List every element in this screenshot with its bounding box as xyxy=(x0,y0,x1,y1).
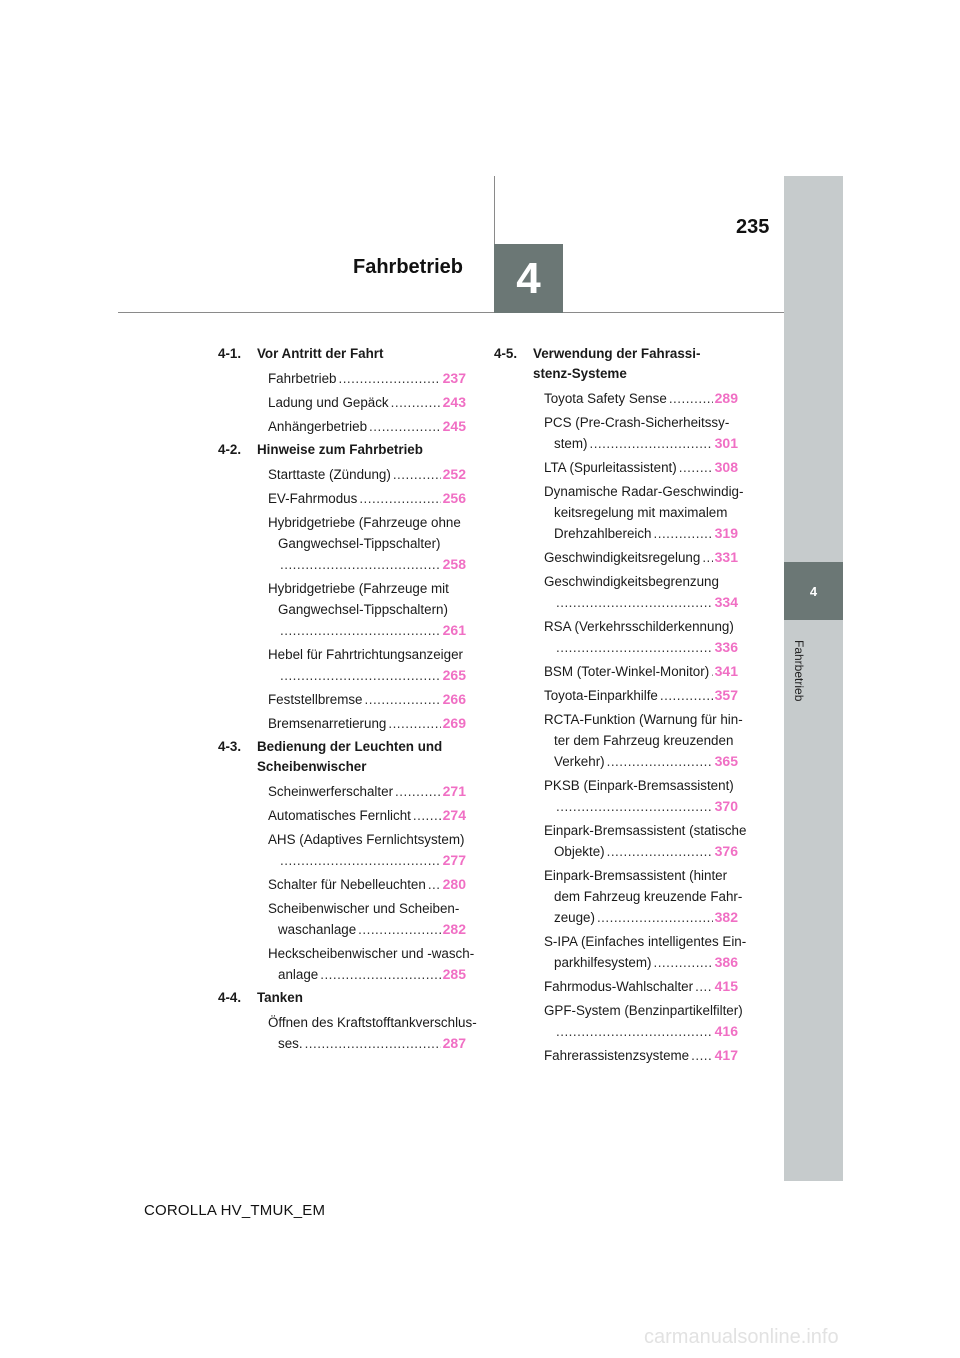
toc-entry-line xyxy=(268,829,466,850)
toc-entry[interactable] xyxy=(494,388,740,409)
section-number: 4-3. xyxy=(218,739,242,754)
toc-entry-line xyxy=(544,616,738,637)
page-link[interactable]: 261 xyxy=(442,622,466,638)
toc-entry-line-last xyxy=(544,1021,738,1042)
section-title-line: Tanken xyxy=(257,990,303,1005)
toc-entry-line-last xyxy=(544,661,738,682)
toc-entry-line-last xyxy=(544,637,738,658)
toc-entry-line-last xyxy=(268,919,466,940)
toc-entry[interactable] xyxy=(494,547,740,568)
dot-leader xyxy=(365,689,441,710)
page-link[interactable]: 277 xyxy=(442,852,466,868)
toc-entry-text: Scheinwerferschalter xyxy=(268,784,394,799)
toc-entry-text: Hybridgetriebe (Fahrzeuge ohne xyxy=(268,515,461,530)
toc-entry-text: Geschwindigkeitsbegrenzung xyxy=(544,574,719,589)
dot-leader xyxy=(556,592,713,613)
section-title-line: Scheibenwischer xyxy=(257,759,367,774)
toc-entry-line xyxy=(268,578,466,599)
page-link[interactable]: 271 xyxy=(442,783,466,799)
toc-entry[interactable] xyxy=(494,457,740,478)
section-heading xyxy=(218,737,468,777)
section-number: 4-2. xyxy=(218,442,242,457)
toc-entry-line xyxy=(544,775,738,796)
section-number: 4-4. xyxy=(218,990,242,1005)
watermark: carmanualsonline.info xyxy=(644,1326,839,1348)
toc-entry[interactable] xyxy=(494,685,740,706)
toc-entry-text: anlage xyxy=(278,967,319,982)
page-link[interactable]: 269 xyxy=(442,715,466,731)
toc-entry-text: waschanlage xyxy=(278,922,357,937)
toc-column-left xyxy=(218,344,477,1057)
toc-entry-text: Heckscheibenwischer und -wasch- xyxy=(268,946,475,961)
toc-entry-line-last xyxy=(544,952,738,973)
toc-entry-text: Geschwindigkeitsregelung xyxy=(544,550,701,565)
toc-entry-text: Toyota Safety Sense xyxy=(544,391,667,406)
toc-entry-text: keitsregelung mit maximalem xyxy=(554,505,728,520)
toc-entry-text: GPF-System (Benzinpartikelfilter) xyxy=(544,1003,743,1018)
page-link[interactable]: 319 xyxy=(714,525,738,541)
chapter-title: Fahrbetrieb xyxy=(353,256,464,278)
page-link[interactable]: 331 xyxy=(714,549,738,565)
toc-entry[interactable] xyxy=(494,412,740,454)
toc-entry-line-last xyxy=(268,620,466,641)
dot-leader xyxy=(393,464,441,485)
toc-entry-line-last xyxy=(268,665,466,686)
toc-entry-line-last xyxy=(268,964,466,985)
page-link[interactable]: 357 xyxy=(714,687,738,703)
dot-leader xyxy=(607,841,713,862)
page-link[interactable]: 334 xyxy=(714,594,738,610)
dot-leader xyxy=(359,488,440,509)
dot-leader xyxy=(556,1021,713,1042)
page-link[interactable]: 376 xyxy=(714,843,738,859)
toc-entry-line-last xyxy=(268,689,466,710)
toc-entry-text: RSA (Verkehrsschilderkennung) xyxy=(544,619,734,634)
dot-leader xyxy=(305,1033,441,1054)
toc-entry-line-last xyxy=(544,523,738,544)
toc-entry-line-last xyxy=(268,805,466,826)
page-link[interactable]: 301 xyxy=(714,435,738,451)
toc-entry-text: Schalter für Nebelleuchten xyxy=(268,877,426,892)
toc-entry-line-last xyxy=(544,841,738,862)
toc-entry[interactable] xyxy=(218,416,468,437)
toc-entry-text: S-IPA (Einfaches intelligentes Ein- xyxy=(544,934,747,949)
toc-entry-text: RCTA-Funktion (Warnung für hin- xyxy=(544,712,743,727)
toc-entry[interactable] xyxy=(494,616,740,658)
toc-entry-line-last xyxy=(544,547,738,568)
dot-leader xyxy=(320,964,440,985)
page-link[interactable]: 282 xyxy=(442,921,466,937)
toc-entry[interactable] xyxy=(494,865,743,928)
toc-entry-line xyxy=(268,1012,477,1033)
toc-entry-line-last xyxy=(544,433,738,454)
dot-leader xyxy=(428,874,441,895)
toc-entry[interactable] xyxy=(494,481,744,544)
dot-leader xyxy=(691,1045,713,1066)
toc-entry[interactable] xyxy=(218,512,468,575)
toc-entry-text: Drehzahlbereich xyxy=(554,526,652,541)
dot-leader xyxy=(679,457,713,478)
toc-entry-text: Hybridgetriebe (Fahrzeuge mit xyxy=(268,581,449,596)
toc-entry-text: ter dem Fahrzeug kreuzenden xyxy=(554,733,734,748)
toc-entry-line-last xyxy=(268,554,466,575)
dot-leader xyxy=(391,392,441,413)
toc-entry-text: Hebel für Fahrtrichtungsanzeiger xyxy=(268,647,464,662)
footer-model-code: COROLLA HV_TMUK_EM xyxy=(144,1202,326,1219)
toc-entry[interactable] xyxy=(218,829,468,871)
toc-entry-line xyxy=(268,533,466,554)
page-link[interactable]: 274 xyxy=(442,807,466,823)
page-link[interactable]: 386 xyxy=(714,954,738,970)
toc-entry-line-last xyxy=(544,388,738,409)
toc-entry-text: Gangwechsel-Tippschaltern) xyxy=(278,602,448,617)
toc-entry-line-last xyxy=(544,751,738,772)
page-link[interactable]: 285 xyxy=(442,966,466,982)
chapter-number: 4 xyxy=(494,244,563,313)
page-link[interactable]: 252 xyxy=(442,466,466,482)
toc-entry-text: Dynamische Radar-Geschwindig- xyxy=(544,484,744,499)
header-divider-vertical xyxy=(494,176,495,244)
page-link[interactable]: 258 xyxy=(442,556,466,572)
dot-leader xyxy=(358,919,440,940)
toc-entry[interactable] xyxy=(218,713,468,734)
toc-entry[interactable] xyxy=(494,1045,740,1066)
toc-entry-text: Automatisches Fernlicht xyxy=(268,808,411,823)
page-link[interactable]: 382 xyxy=(714,909,738,925)
dot-leader xyxy=(711,661,712,682)
dot-leader xyxy=(597,907,713,928)
section-heading xyxy=(494,344,740,384)
toc-entry[interactable] xyxy=(218,368,468,389)
toc-entry-line xyxy=(544,1000,743,1021)
toc-entry-line-last xyxy=(544,1045,738,1066)
toc-entry[interactable] xyxy=(494,820,747,862)
header-divider-horizontal xyxy=(118,312,784,313)
toc-entry-text: Fahrbetrieb xyxy=(268,371,337,386)
toc-entry-text: Objekte) xyxy=(554,844,605,859)
toc-entry-line xyxy=(544,931,747,952)
toc-entry-text: Ladung und Gepäck xyxy=(268,395,389,410)
toc-entry[interactable] xyxy=(218,689,468,710)
page-link[interactable]: 365 xyxy=(714,753,738,769)
toc-entry-line xyxy=(544,481,744,502)
dot-leader xyxy=(280,850,441,871)
dot-leader xyxy=(654,523,713,544)
toc-entry-line-last xyxy=(544,592,738,613)
toc-entry-line xyxy=(268,943,475,964)
page-link[interactable]: 245 xyxy=(442,418,466,434)
toc-entry[interactable] xyxy=(218,488,468,509)
toc-entry-line xyxy=(544,730,738,751)
dot-leader xyxy=(338,368,440,389)
toc-entry[interactable] xyxy=(218,781,468,802)
toc-entry-text: Fahrerassistenzsysteme xyxy=(544,1048,690,1063)
toc-entry-text: dem Fahrzeug kreuzende Fahr- xyxy=(554,889,743,904)
toc-entry-text: LTA (Spurleitassistent) xyxy=(544,460,677,475)
toc-entry[interactable] xyxy=(218,805,468,826)
toc-entry-text: Feststellbremse xyxy=(268,692,363,707)
toc-entry-line-last xyxy=(268,781,466,802)
dot-leader xyxy=(369,416,441,437)
dot-leader xyxy=(607,751,713,772)
toc-entry[interactable] xyxy=(218,943,475,985)
section-number: 4-5. xyxy=(494,346,518,361)
dot-leader xyxy=(280,665,441,686)
toc-entry[interactable] xyxy=(494,1000,743,1042)
toc-entry-text: AHS (Adaptives Fernlichtsystem) xyxy=(268,832,465,847)
toc-entry[interactable] xyxy=(494,976,740,997)
section-heading xyxy=(218,440,468,460)
toc-entry-line-last xyxy=(268,1033,466,1054)
toc-entry-line xyxy=(268,599,466,620)
toc-entry-text: parkhilfesystem) xyxy=(554,955,652,970)
page-link[interactable]: 308 xyxy=(714,459,738,475)
toc-entry-line-last xyxy=(268,368,466,389)
page-link[interactable]: 243 xyxy=(442,394,466,410)
toc-entry-text: Toyota-Einparkhilfe xyxy=(544,688,658,703)
toc-entry-line-last xyxy=(544,796,738,817)
page-link[interactable]: 266 xyxy=(442,691,466,707)
toc-entry-line xyxy=(544,571,738,592)
toc-entry[interactable] xyxy=(494,571,740,613)
page-link[interactable]: 341 xyxy=(714,663,738,679)
toc-entry-line xyxy=(544,709,743,730)
page-link[interactable]: 237 xyxy=(442,370,466,386)
toc-entry-line-last xyxy=(268,392,466,413)
toc-entry-text: Gangwechsel-Tippschalter) xyxy=(278,536,441,551)
toc-column-right xyxy=(494,344,747,1069)
toc-entry-line xyxy=(268,512,466,533)
toc-entry-text: Bremsenarretierung xyxy=(268,716,387,731)
side-tab-number[interactable]: 4 xyxy=(784,562,843,620)
toc-entry[interactable] xyxy=(218,392,468,413)
section-title-line: Vor Antritt der Fahrt xyxy=(257,346,384,361)
toc-entry-text: EV-Fahrmodus xyxy=(268,491,358,506)
page-link[interactable]: 415 xyxy=(714,978,738,994)
toc-entry-line-last xyxy=(544,976,738,997)
toc-entry-line xyxy=(544,412,738,433)
toc-entry-text: Scheibenwischer und Scheiben- xyxy=(268,901,460,916)
section-title-line: Hinweise zum Fahrbetrieb xyxy=(257,442,423,457)
toc-entry-text: ses. xyxy=(278,1036,303,1051)
dot-leader xyxy=(413,805,441,826)
toc-entry-text: PCS (Pre-Crash-Sicherheitssy- xyxy=(544,415,730,430)
toc-entry-line-last xyxy=(544,457,738,478)
toc-entry-line-last xyxy=(268,464,466,485)
toc-entry-line-last xyxy=(544,685,738,706)
toc-entry[interactable] xyxy=(494,661,740,682)
section-heading xyxy=(218,988,468,1008)
dot-leader xyxy=(695,976,713,997)
dot-leader xyxy=(702,547,712,568)
toc-entry-text: Starttaste (Zündung) xyxy=(268,467,391,482)
toc-entry[interactable] xyxy=(218,464,468,485)
toc-entry-line xyxy=(544,865,738,886)
section-title-line: Verwendung der Fahrassi- xyxy=(533,346,701,361)
toc-entry-text: Fahrmodus-Wahlschalter xyxy=(544,979,694,994)
toc-entry[interactable] xyxy=(218,1012,477,1054)
page-link[interactable]: 289 xyxy=(714,390,738,406)
dot-leader xyxy=(388,713,440,734)
dot-leader xyxy=(660,685,713,706)
toc-entry-text: Öffnen des Kraftstofftankverschlus- xyxy=(268,1015,477,1030)
toc-entry-line xyxy=(268,644,466,665)
section-title-line: Bedienung der Leuchten und xyxy=(257,739,443,754)
dot-leader xyxy=(280,554,441,575)
toc-entry[interactable] xyxy=(494,775,740,817)
toc-entry[interactable] xyxy=(218,898,468,940)
page-link[interactable]: 280 xyxy=(442,876,466,892)
dot-leader xyxy=(280,620,441,641)
page-link[interactable]: 256 xyxy=(442,490,466,506)
toc-entry-line xyxy=(544,820,747,841)
toc-entry-text: Verkehr) xyxy=(554,754,605,769)
toc-entry-line xyxy=(544,886,743,907)
toc-entry-line-last xyxy=(268,416,466,437)
dot-leader xyxy=(589,433,712,454)
toc-entry[interactable] xyxy=(494,931,747,973)
toc-entry[interactable] xyxy=(494,709,743,772)
toc-entry-text: Einpark-Bremsassistent (statische xyxy=(544,823,747,838)
toc-entry-line xyxy=(544,502,738,523)
toc-entry-text: zeuge) xyxy=(554,910,595,925)
toc-entry[interactable] xyxy=(218,578,468,641)
page-link[interactable]: 287 xyxy=(442,1035,466,1051)
toc-entry-text: stem) xyxy=(554,436,588,451)
toc-entry-line-last xyxy=(268,874,466,895)
toc-entry-text: Einpark-Bremsassistent (hinter xyxy=(544,868,728,883)
page-link[interactable]: 416 xyxy=(714,1023,738,1039)
page-link[interactable]: 336 xyxy=(714,639,738,655)
page-number: 235 xyxy=(736,216,770,238)
toc-entry[interactable] xyxy=(218,644,468,686)
section-title-line: stenz-Systeme xyxy=(533,366,627,381)
toc-entry-line-last xyxy=(268,488,466,509)
dot-leader xyxy=(653,952,712,973)
side-tab-label: Fahrbetrieb xyxy=(792,640,806,702)
page-link[interactable]: 265 xyxy=(442,667,466,683)
page-link[interactable]: 417 xyxy=(714,1047,738,1063)
toc-entry-line-last xyxy=(268,850,466,871)
toc-entry-text: PKSB (Einpark-Bremsassistent) xyxy=(544,778,734,793)
page-link[interactable]: 370 xyxy=(714,798,738,814)
toc-entry-line-last xyxy=(268,713,466,734)
dot-leader xyxy=(556,637,713,658)
toc-entry-line xyxy=(268,898,466,919)
toc-entry-line-last xyxy=(544,907,738,928)
section-heading xyxy=(218,344,468,364)
toc-entry-text: BSM (Toter-Winkel-Monitor) xyxy=(544,664,710,679)
dot-leader xyxy=(669,388,713,409)
dot-leader xyxy=(395,781,441,802)
dot-leader xyxy=(556,796,713,817)
toc-entry-text: Anhängerbetrieb xyxy=(268,419,368,434)
toc-entry[interactable] xyxy=(218,874,468,895)
section-number: 4-1. xyxy=(218,346,242,361)
